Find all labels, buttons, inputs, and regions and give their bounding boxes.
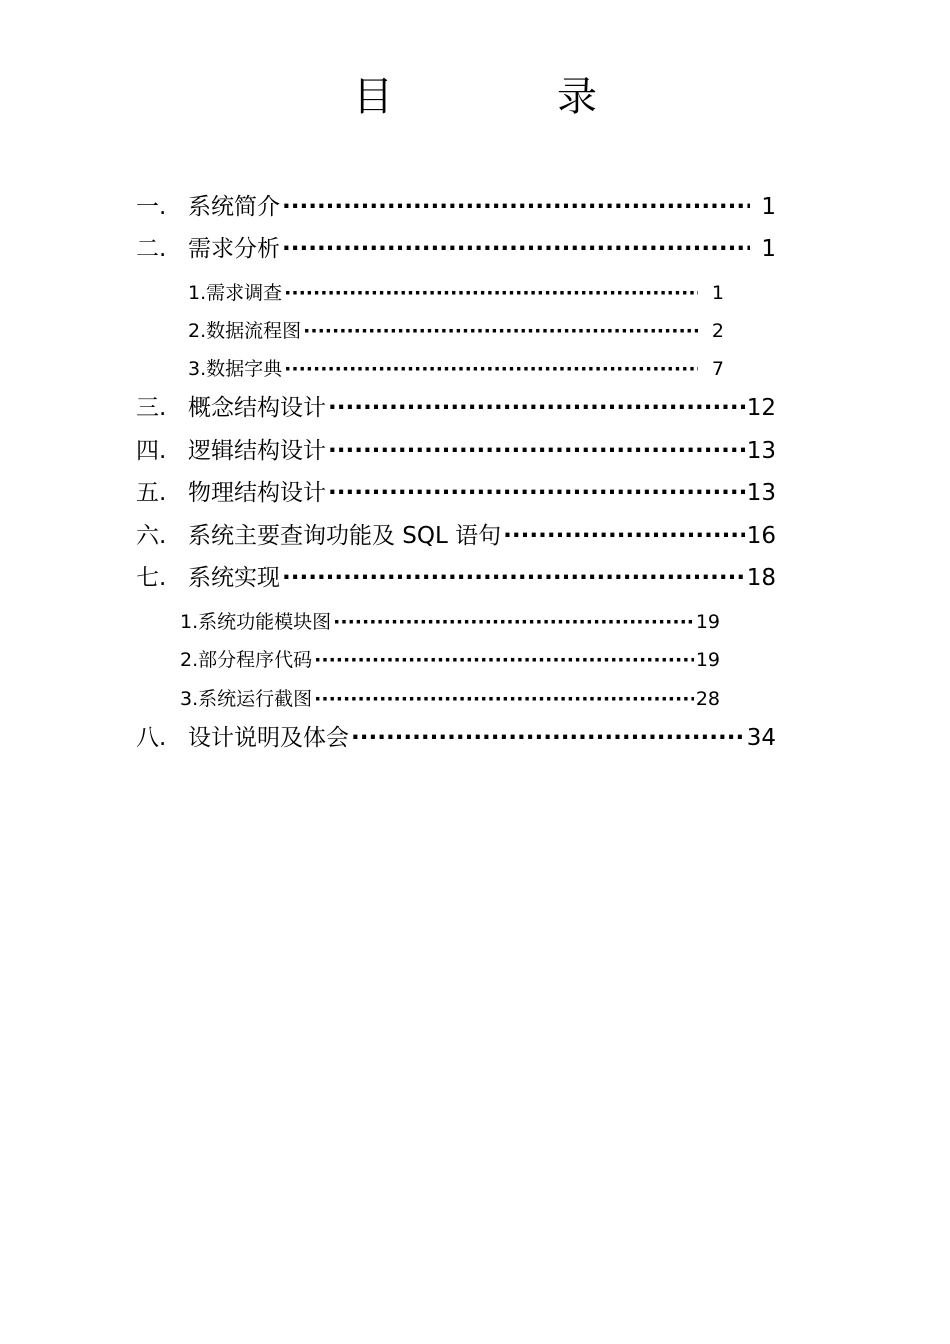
toc-entry-page: 13 <box>746 438 776 464</box>
toc-entry[interactable] <box>136 436 776 466</box>
toc-entry-text: 1.系统功能模块图 <box>180 611 332 633</box>
toc-entry-text: 3.系统运行截图 <box>180 688 313 710</box>
toc-entry-page: 18 <box>746 565 776 591</box>
toc-entry[interactable] <box>136 393 776 423</box>
toc-entry[interactable] <box>136 192 776 222</box>
dot-leader <box>314 686 694 712</box>
toc-entry-page: 13 <box>746 480 776 506</box>
dot-leader <box>333 609 694 635</box>
toc-entry-text: 系统实现 <box>188 565 280 591</box>
toc-entry-page: 28 <box>695 688 720 710</box>
dot-leader <box>282 192 750 222</box>
toc-entry[interactable] <box>136 478 776 508</box>
toc-subentry[interactable] <box>180 647 720 673</box>
toc-entry-page: 16 <box>746 523 776 549</box>
toc-entry-page: 2 <box>711 320 724 342</box>
toc-entry-text: 设计说明及体会 <box>188 725 349 751</box>
dot-leader <box>328 436 745 466</box>
toc-entry-text: 需求分析 <box>188 236 280 262</box>
toc-subentry[interactable] <box>180 609 720 635</box>
dot-leader <box>282 234 750 264</box>
toc-entry-page: 19 <box>695 611 720 633</box>
toc-entry-page: 1 <box>711 282 724 304</box>
toc-entry-page: 7 <box>711 358 724 380</box>
page-title: 目 录 <box>353 74 659 120</box>
toc-entry-text: 2.部分程序代码 <box>180 649 313 671</box>
toc-entry-page: 1 <box>761 236 776 262</box>
dot-leader <box>314 647 694 673</box>
toc-entry-text: 1.需求调查 <box>188 282 283 304</box>
toc-entry-page: 12 <box>746 395 776 421</box>
dot-leader <box>303 318 698 344</box>
toc-entry-prefix: 三. <box>136 395 167 421</box>
toc-entry-text: 概念结构设计 <box>188 395 326 421</box>
dot-leader <box>503 521 745 551</box>
toc-entry-prefix: 五. <box>136 480 167 506</box>
toc-entry[interactable] <box>136 563 776 593</box>
dot-leader <box>284 356 698 382</box>
dot-leader <box>284 280 698 306</box>
toc-entry-prefix: 六. <box>136 523 167 549</box>
toc-subentry[interactable] <box>180 686 720 712</box>
dot-leader <box>328 478 745 508</box>
toc-entry-prefix: 七. <box>136 565 167 591</box>
toc-entry-text: 系统主要查询功能及 SQL 语句 <box>188 523 502 549</box>
toc-entry[interactable] <box>136 234 776 264</box>
toc-entry-text: 物理结构设计 <box>188 480 326 506</box>
toc-entry-prefix: 一. <box>136 194 167 220</box>
toc-entry-page: 34 <box>746 725 776 751</box>
toc-entry-text: 逻辑结构设计 <box>188 438 326 464</box>
toc-entry-text: 系统简介 <box>188 194 280 220</box>
toc-subentry[interactable] <box>188 280 724 306</box>
dot-leader <box>328 393 745 423</box>
toc-entry[interactable] <box>136 521 776 551</box>
toc-entry-page: 19 <box>695 649 720 671</box>
dot-leader <box>282 563 745 593</box>
toc-entry-prefix: 二. <box>136 236 167 262</box>
toc-entry[interactable] <box>136 723 776 753</box>
toc-entry-prefix: 四. <box>136 438 167 464</box>
toc-entry-prefix: 八. <box>136 725 167 751</box>
dot-leader <box>351 723 745 753</box>
toc-subentry[interactable] <box>188 318 724 344</box>
toc-entry-text: 3.数据字典 <box>188 358 283 380</box>
toc-subentry[interactable] <box>188 356 724 382</box>
toc-entry-page: 1 <box>761 194 776 220</box>
toc-entry-text: 2.数据流程图 <box>188 320 302 342</box>
